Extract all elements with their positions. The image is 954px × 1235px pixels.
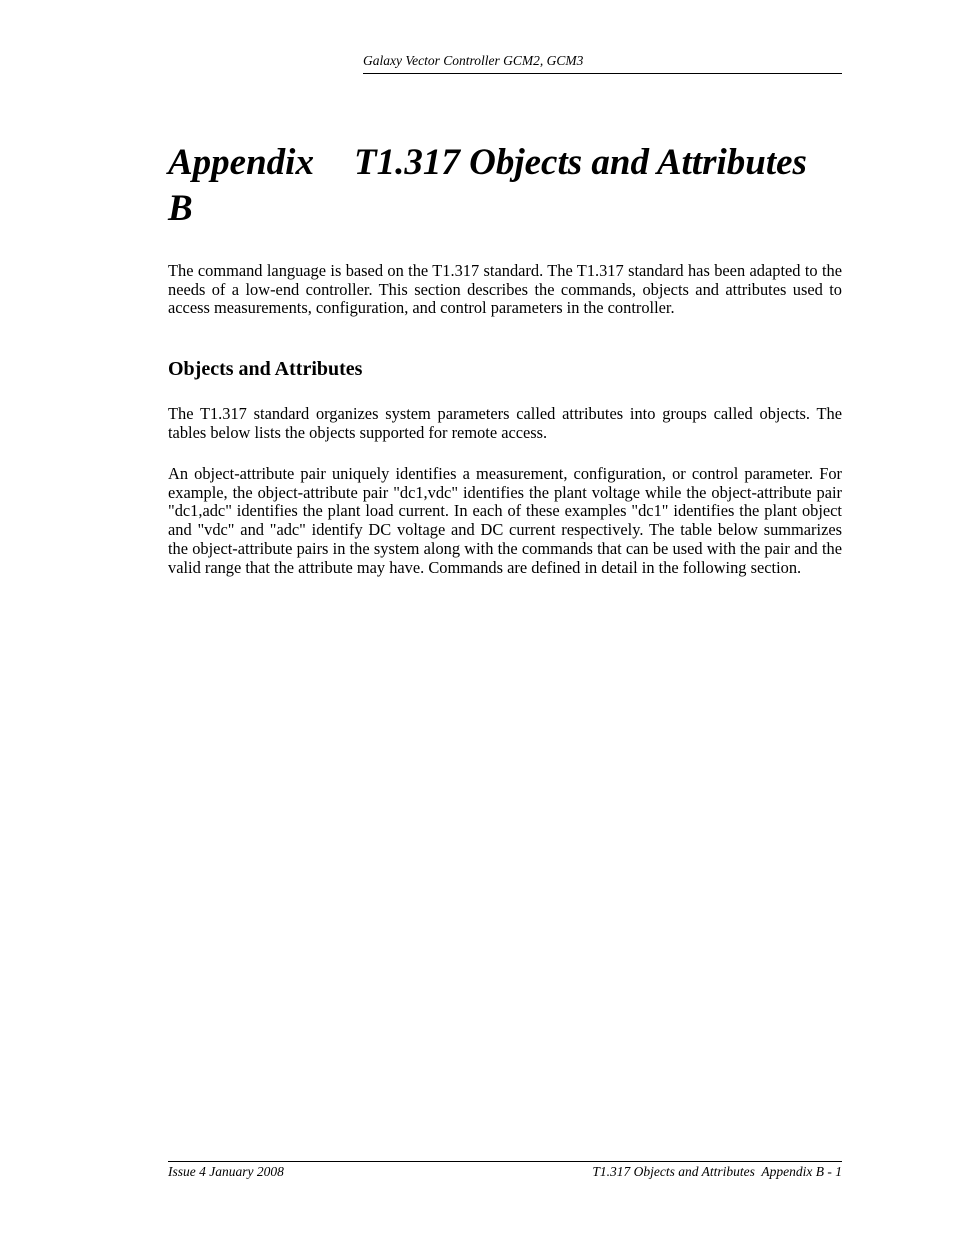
page-footer [168,1161,842,1184]
section-paragraph-2: An object-attribute pair uniquely identifies a measurement, configuration, or control parameter. For example, the object-attribute pair "dc1,vdc" identifies the plant voltage while the object-attribute pair "dc1,adc" identifies the plant load current. In each of these examples "dc1" identifies the plant object and "vdc" and "adc" identify DC voltage and DC current respectively. The table below summarizes the object-attribute pairs in the system along with the commands that can be used with the pair and the valid range that the attribute may have. Commands are defined in detail in the following section. [168,464,842,577]
appendix-label: Appendix B [168,142,314,229]
section-heading: Objects and Attributes [168,358,363,380]
section-paragraph-1: The T1.317 standard organizes system parameters called attributes into groups called objects. The tables below lists the objects supported for remote access. [168,404,842,442]
intro-paragraph: The command language is based on the T1.317 standard. The T1.317 standard has been adapted to the needs of a low-end controller. This section describes the commands, objects and attributes used to access measurements, configuration, and control parameters in the controller. [168,261,842,318]
running-title: Galaxy Vector Controller GCM2, GCM3 [363,53,584,68]
footer-issue-date: Issue 4 January 2008 [168,1164,284,1179]
appendix-title [168,140,848,236]
page-header [363,52,842,74]
footer-page-reference: T1.317 Objects and Attributes Appendix B - 1 [592,1164,842,1179]
appendix-title-text: T1.317 Objects and Attributes [354,142,807,183]
